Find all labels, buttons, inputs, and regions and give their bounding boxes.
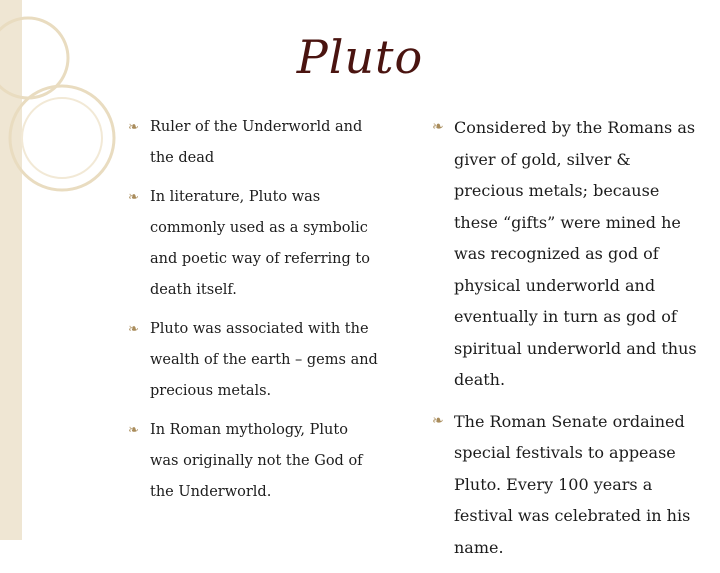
bullet-icon: ❧ (128, 423, 139, 438)
bullet-text: In Roman mythology, Pluto was originally not the God of the Underworld. (150, 422, 363, 500)
slide-title: Pluto (296, 30, 424, 84)
bullet-text: In literature, Pluto was commonly used as a symbolic and poetic way of referring to death itself. (150, 189, 370, 298)
bullet-text: The Roman Senate ordained special festivals to appease Pluto. Every 100 years a festival was celebrated in his name. (454, 411, 691, 557)
bullet-item (128, 314, 380, 407)
bullet-icon: ❧ (128, 190, 139, 205)
bullet-text: Ruler of the Underworld and the dead (150, 119, 363, 166)
bullet-item (432, 406, 702, 564)
left-column (128, 112, 380, 516)
bullet-icon: ❧ (128, 120, 139, 135)
bullet-icon: ❧ (128, 322, 139, 337)
bullet-icon: ❧ (432, 412, 444, 429)
right-column (432, 112, 702, 573)
bullet-item (432, 112, 702, 396)
bullet-text: Pluto was associated with the wealth of the earth – gems and precious metals. (150, 321, 378, 399)
bullet-item (128, 112, 380, 174)
bullet-text: Considered by the Romans as giver of gold, silver & precious metals; because these “gifts” were mined he was recognized as god of physical underworld and eventually in turn as god of spiritual underworld and thus death. (454, 118, 697, 389)
bullet-item (128, 415, 380, 508)
bullet-icon: ❧ (432, 119, 444, 135)
bullet-item (128, 182, 380, 306)
